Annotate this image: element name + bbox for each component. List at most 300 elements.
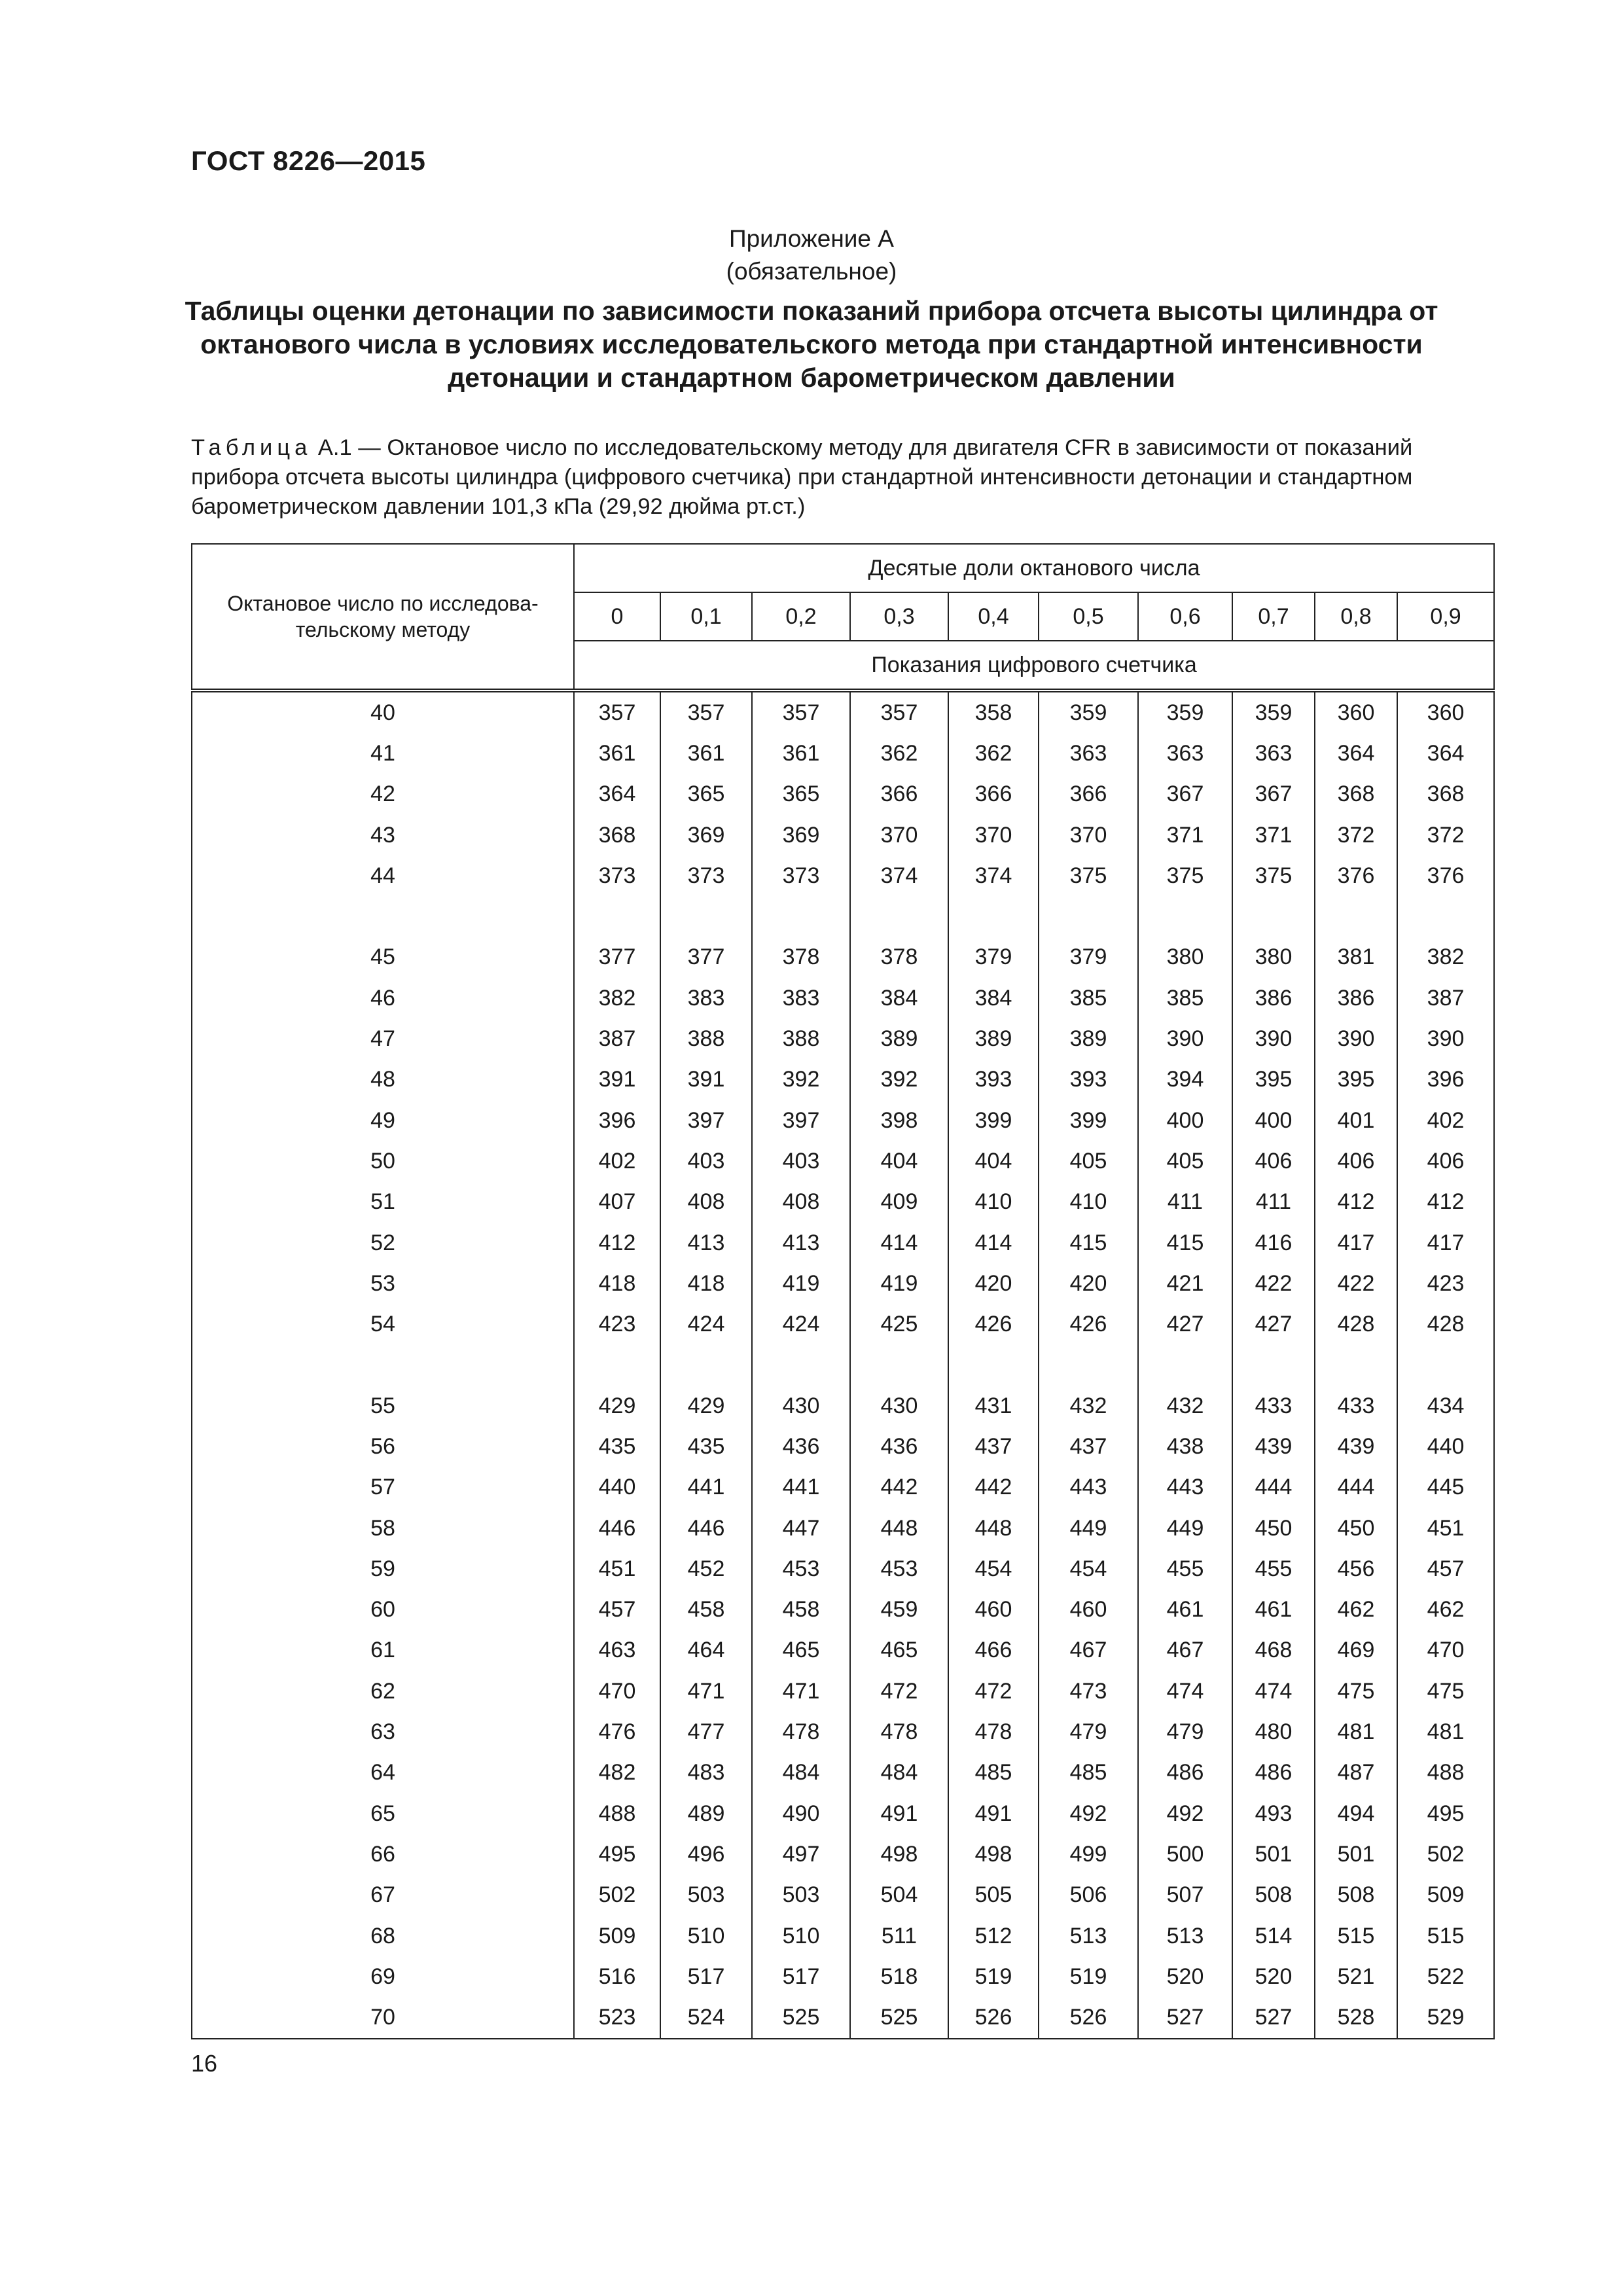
octane-number-cell: 50: [192, 1141, 574, 1181]
counter-reading-cell: 370: [948, 815, 1039, 855]
counter-reading-cell: 404: [948, 1141, 1039, 1181]
counter-reading-cell: 485: [1039, 1753, 1138, 1793]
standard-id: ГОСТ 8226—2015: [191, 145, 426, 176]
counter-reading-cell: 505: [948, 1875, 1039, 1916]
counter-reading-cell: 489: [660, 1793, 752, 1834]
row-header-line-2: тельскому методу: [295, 618, 471, 641]
counter-reading-cell: 371: [1138, 815, 1232, 855]
counter-reading-cell: 462: [1397, 1590, 1494, 1630]
counter-reading-cell: 485: [948, 1753, 1039, 1793]
octane-number-cell: 47: [192, 1018, 574, 1059]
counter-reading-cell: 403: [660, 1141, 752, 1181]
spacer-cell: [1315, 896, 1397, 937]
counter-reading-cell: 488: [574, 1793, 660, 1834]
table-row: [192, 1916, 1494, 1956]
counter-reading-cell: 436: [850, 1426, 948, 1467]
counter-reading-cell: 478: [752, 1712, 850, 1752]
spacer-cell: [1397, 1345, 1494, 1386]
counter-reading-cell: 501: [1315, 1834, 1397, 1874]
spacer-cell: [1397, 896, 1494, 937]
octane-number-cell: 53: [192, 1263, 574, 1304]
table-caption-line-2: прибора отсчета высоты цилиндра (цифрового счетчика) при стандартной интенсивности детонации и стандартном: [191, 465, 1413, 490]
counter-reading-cell: 383: [752, 978, 850, 1018]
counter-reading-cell: 366: [948, 774, 1039, 815]
counter-reading-cell: 440: [574, 1467, 660, 1508]
counter-reading-cell: 500: [1138, 1834, 1232, 1874]
counter-reading-cell: 479: [1138, 1712, 1232, 1752]
counter-reading-cell: 379: [948, 937, 1039, 978]
counter-reading-cell: 432: [1138, 1386, 1232, 1426]
counter-reading-cell: 478: [948, 1712, 1039, 1752]
octane-number-cell: 56: [192, 1426, 574, 1467]
counter-reading-cell: 488: [1397, 1753, 1494, 1793]
counter-reading-cell: 445: [1397, 1467, 1494, 1508]
counter-reading-cell: 433: [1315, 1386, 1397, 1426]
counter-reading-cell: 466: [948, 1630, 1039, 1671]
counter-reading-cell: 388: [752, 1018, 850, 1059]
counter-reading-cell: 408: [752, 1182, 850, 1223]
counter-reading-cell: 389: [1039, 1018, 1138, 1059]
counter-reading-cell: 360: [1397, 691, 1494, 733]
counter-reading-cell: 468: [1232, 1630, 1315, 1671]
counter-reading-cell: 498: [850, 1834, 948, 1874]
counter-reading-cell: 516: [574, 1956, 660, 1997]
counter-reading-cell: 523: [574, 1998, 660, 2039]
counter-reading-cell: 368: [574, 815, 660, 855]
annex-title: Приложение А: [729, 225, 894, 252]
counter-reading-cell: 414: [948, 1223, 1039, 1263]
counter-reading-cell: 527: [1138, 1998, 1232, 2039]
counter-reading-cell: 510: [752, 1916, 850, 1956]
counter-reading-cell: 446: [660, 1508, 752, 1549]
octane-number-cell: 68: [192, 1916, 574, 1956]
annex-status: (обязательное): [726, 258, 897, 285]
table-row: [192, 1671, 1494, 1712]
counter-reading-cell: 455: [1138, 1549, 1232, 1589]
counter-reading-cell: 526: [948, 1998, 1039, 2039]
column-header: 0,7: [1232, 592, 1315, 641]
counter-reading-cell: 459: [850, 1590, 948, 1630]
counter-reading-cell: 465: [752, 1630, 850, 1671]
counter-reading-cell: 386: [1315, 978, 1397, 1018]
spacer-cell: [850, 1345, 948, 1386]
octane-number-cell: 49: [192, 1100, 574, 1141]
counter-reading-cell: 439: [1315, 1426, 1397, 1467]
counter-reading-cell: 383: [660, 978, 752, 1018]
counter-reading-cell: 373: [574, 855, 660, 896]
counter-reading-cell: 433: [1232, 1386, 1315, 1426]
counter-reading-cell: 453: [752, 1549, 850, 1589]
counter-reading-cell: 371: [1232, 815, 1315, 855]
counter-reading-cell: 471: [660, 1671, 752, 1712]
counter-reading-cell: 401: [1315, 1100, 1397, 1141]
counter-reading-cell: 398: [850, 1100, 948, 1141]
table-row: [192, 978, 1494, 1018]
counter-reading-cell: 364: [1315, 733, 1397, 774]
counter-reading-cell: 492: [1138, 1793, 1232, 1834]
octane-number-cell: 69: [192, 1956, 574, 1997]
counter-reading-cell: 450: [1232, 1508, 1315, 1549]
octane-number-cell: 58: [192, 1508, 574, 1549]
octane-number-cell: 60: [192, 1590, 574, 1630]
counter-reading-cell: 364: [1397, 733, 1494, 774]
table-row: [192, 855, 1494, 896]
counter-reading-cell: 418: [660, 1263, 752, 1304]
octane-number-cell: 52: [192, 1223, 574, 1263]
counter-reading-cell: 390: [1315, 1018, 1397, 1059]
counter-reading-cell: 447: [752, 1508, 850, 1549]
counter-reading-cell: 495: [1397, 1793, 1494, 1834]
counter-reading-cell: 428: [1397, 1304, 1494, 1344]
counter-reading-cell: 498: [948, 1834, 1039, 1874]
counter-reading-cell: 357: [574, 691, 660, 733]
column-header: 0,5: [1039, 592, 1138, 641]
counter-reading-cell: 379: [1039, 937, 1138, 978]
spacer-cell: [850, 896, 948, 937]
counter-reading-cell: 391: [574, 1060, 660, 1100]
counter-reading-cell: 429: [660, 1386, 752, 1426]
counter-reading-cell: 378: [850, 937, 948, 978]
counter-reading-cell: 362: [850, 733, 948, 774]
spacer-row: [192, 896, 1494, 937]
octane-number-cell: 64: [192, 1753, 574, 1793]
counter-reading-cell: 450: [1315, 1508, 1397, 1549]
counter-reading-cell: 503: [660, 1875, 752, 1916]
document-title-line-1: Таблицы оценки детонации по зависимости показаний прибора отсчета высоты цилиндра от: [185, 296, 1438, 326]
counter-reading-cell: 375: [1232, 855, 1315, 896]
page-number: 16: [191, 2050, 218, 2077]
counter-reading-cell: 418: [574, 1263, 660, 1304]
counter-reading-cell: 453: [850, 1549, 948, 1589]
counter-reading-cell: 513: [1039, 1916, 1138, 1956]
counter-reading-cell: 442: [948, 1467, 1039, 1508]
counter-reading-cell: 393: [948, 1060, 1039, 1100]
counter-reading-cell: 432: [1039, 1386, 1138, 1426]
counter-reading-cell: 490: [752, 1793, 850, 1834]
counter-reading-cell: 462: [1315, 1590, 1397, 1630]
counter-reading-cell: 402: [574, 1141, 660, 1181]
counter-reading-cell: 374: [948, 855, 1039, 896]
counter-reading-cell: 427: [1138, 1304, 1232, 1344]
counter-reading-cell: 437: [1039, 1426, 1138, 1467]
counter-reading-cell: 472: [948, 1671, 1039, 1712]
octane-number-cell: 59: [192, 1549, 574, 1589]
column-header: 0,9: [1397, 592, 1494, 641]
octane-number-cell: 63: [192, 1712, 574, 1752]
column-header: 0,1: [660, 592, 752, 641]
counter-reading-cell: 392: [752, 1060, 850, 1100]
counter-reading-cell: 426: [948, 1304, 1039, 1344]
counter-reading-cell: 411: [1232, 1182, 1315, 1223]
spacer-cell: [1315, 1345, 1397, 1386]
counter-reading-cell: 394: [1138, 1060, 1232, 1100]
counter-reading-cell: 474: [1138, 1671, 1232, 1712]
annex-heading: [0, 223, 1623, 288]
counter-reading-cell: 385: [1039, 978, 1138, 1018]
counter-reading-cell: 469: [1315, 1630, 1397, 1671]
counter-reading-cell: 373: [752, 855, 850, 896]
table-row: [192, 1793, 1494, 1834]
octane-number-cell: 66: [192, 1834, 574, 1874]
counter-reading-cell: 384: [948, 978, 1039, 1018]
octane-number-cell: 70: [192, 1998, 574, 2039]
counter-reading-cell: 448: [948, 1508, 1039, 1549]
spacer-cell: [660, 896, 752, 937]
counter-reading-cell: 452: [660, 1549, 752, 1589]
table-caption-line-1: А.1 — Октановое число по исследовательскому методу для двигателя CFR в зависимости от показаний: [312, 435, 1413, 460]
counter-reading-cell: 526: [1039, 1998, 1138, 2039]
column-header: 0,3: [850, 592, 948, 641]
counter-reading-cell: 512: [948, 1916, 1039, 1956]
counter-reading-cell: 405: [1039, 1141, 1138, 1181]
counter-reading-cell: 437: [948, 1426, 1039, 1467]
counter-reading-cell: 525: [752, 1998, 850, 2039]
counter-reading-cell: 521: [1315, 1956, 1397, 1997]
counter-reading-cell: 517: [752, 1956, 850, 1997]
counter-reading-cell: 519: [1039, 1956, 1138, 1997]
counter-reading-cell: 443: [1039, 1467, 1138, 1508]
table-row: [192, 691, 1494, 733]
table-row: [192, 815, 1494, 855]
table-caption-lead: Таблица: [191, 435, 312, 460]
counter-reading-cell: 482: [574, 1753, 660, 1793]
octane-number-cell: 54: [192, 1304, 574, 1344]
counter-reading-cell: 365: [660, 774, 752, 815]
counter-reading-cell: 372: [1315, 815, 1397, 855]
counter-reading-cell: 411: [1138, 1182, 1232, 1223]
table-row: [192, 1304, 1494, 1344]
counter-reading-cell: 439: [1232, 1426, 1315, 1467]
counter-reading-cell: 381: [1315, 937, 1397, 978]
counter-reading-cell: 460: [948, 1590, 1039, 1630]
counter-reading-cell: 492: [1039, 1793, 1138, 1834]
counter-reading-cell: 510: [660, 1916, 752, 1956]
counter-reading-cell: 386: [1232, 978, 1315, 1018]
counter-reading-cell: 461: [1138, 1590, 1232, 1630]
counter-reading-cell: 508: [1232, 1875, 1315, 1916]
spacer-row: [192, 1345, 1494, 1386]
counter-reading-cell: 372: [1397, 815, 1494, 855]
counter-reading-cell: 478: [850, 1712, 948, 1752]
counter-reading-cell: 390: [1397, 1018, 1494, 1059]
spacer-cell: [1232, 896, 1315, 937]
counter-reading-cell: 364: [574, 774, 660, 815]
counter-reading-cell: 382: [574, 978, 660, 1018]
counter-reading-cell: 451: [574, 1549, 660, 1589]
counter-reading-cell: 397: [660, 1100, 752, 1141]
counter-reading-cell: 357: [752, 691, 850, 733]
counter-reading-cell: 483: [660, 1753, 752, 1793]
table-row: [192, 733, 1494, 774]
counter-reading-cell: 400: [1232, 1100, 1315, 1141]
counter-reading-cell: 446: [574, 1508, 660, 1549]
counter-reading-cell: 434: [1397, 1386, 1494, 1426]
counter-reading-cell: 410: [948, 1182, 1039, 1223]
counter-reading-cell: 412: [1315, 1182, 1397, 1223]
counter-reading-cell: 367: [1232, 774, 1315, 815]
counter-reading-cell: 387: [574, 1018, 660, 1059]
row-header: [192, 544, 574, 691]
table-row: [192, 1182, 1494, 1223]
counter-reading-cell: 376: [1397, 855, 1494, 896]
octane-number-cell: 45: [192, 937, 574, 978]
octane-number-cell: 67: [192, 1875, 574, 1916]
spacer-cell: [752, 896, 850, 937]
counter-reading-cell: 377: [660, 937, 752, 978]
counter-reading-cell: 385: [1138, 978, 1232, 1018]
counter-reading-cell: 369: [752, 815, 850, 855]
counter-reading-cell: 377: [574, 937, 660, 978]
counter-reading-cell: 357: [660, 691, 752, 733]
counter-reading-cell: 481: [1315, 1712, 1397, 1752]
counter-reading-cell: 518: [850, 1956, 948, 1997]
spacer-cell: [660, 1345, 752, 1386]
counter-reading-cell: 476: [574, 1712, 660, 1752]
counter-reading-cell: 454: [1039, 1549, 1138, 1589]
counter-reading-cell: 461: [1232, 1590, 1315, 1630]
counter-reading-cell: 374: [850, 855, 948, 896]
counter-reading-cell: 491: [948, 1793, 1039, 1834]
counter-reading-cell: 410: [1039, 1182, 1138, 1223]
counter-reading-cell: 359: [1138, 691, 1232, 733]
counter-reading-cell: 426: [1039, 1304, 1138, 1344]
counter-reading-cell: 404: [850, 1141, 948, 1181]
table-row: [192, 1467, 1494, 1508]
counter-reading-cell: 486: [1138, 1753, 1232, 1793]
counter-reading-cell: 361: [660, 733, 752, 774]
counter-reading-cell: 406: [1315, 1141, 1397, 1181]
spacer-cell: [1138, 896, 1232, 937]
table-row: [192, 1426, 1494, 1467]
octane-number-cell: 40: [192, 691, 574, 733]
counter-reading-cell: 430: [752, 1386, 850, 1426]
counter-reading-cell: 504: [850, 1875, 948, 1916]
counter-reading-cell: 409: [850, 1182, 948, 1223]
table-caption: [191, 433, 1500, 522]
spacer-cell: [574, 1345, 660, 1386]
counter-reading-cell: 413: [660, 1223, 752, 1263]
counter-reading-cell: 417: [1315, 1223, 1397, 1263]
counter-reading-cell: 368: [1397, 774, 1494, 815]
counter-reading-cell: 449: [1039, 1508, 1138, 1549]
counter-reading-cell: 481: [1397, 1712, 1494, 1752]
counter-reading-cell: 412: [574, 1223, 660, 1263]
counter-reading-cell: 368: [1315, 774, 1397, 815]
counter-reading-cell: 359: [1232, 691, 1315, 733]
spacer-cell: [192, 896, 574, 937]
counter-reading-cell: 436: [752, 1426, 850, 1467]
counter-reading-cell: 431: [948, 1386, 1039, 1426]
octane-number-cell: 46: [192, 978, 574, 1018]
counter-reading-cell: 419: [752, 1263, 850, 1304]
counter-reading-cell: 424: [660, 1304, 752, 1344]
counter-reading-cell: 473: [1039, 1671, 1138, 1712]
counter-reading-cell: 509: [1397, 1875, 1494, 1916]
counter-reading-cell: 467: [1138, 1630, 1232, 1671]
counter-reading-cell: 456: [1315, 1549, 1397, 1589]
counter-reading-cell: 467: [1039, 1630, 1138, 1671]
counter-reading-cell: 428: [1315, 1304, 1397, 1344]
counter-reading-cell: 384: [850, 978, 948, 1018]
counter-reading-cell: 484: [850, 1753, 948, 1793]
counter-reading-cell: 395: [1315, 1060, 1397, 1100]
counter-reading-cell: 420: [1039, 1263, 1138, 1304]
table-row: [192, 1630, 1494, 1671]
counter-reading-cell: 420: [948, 1263, 1039, 1304]
counter-reading-cell: 511: [850, 1916, 948, 1956]
counter-reading-cell: 421: [1138, 1263, 1232, 1304]
counter-reading-cell: 413: [752, 1223, 850, 1263]
counter-reading-cell: 423: [574, 1304, 660, 1344]
counter-reading-cell: 427: [1232, 1304, 1315, 1344]
counter-reading-cell: 442: [850, 1467, 948, 1508]
octane-number-cell: 65: [192, 1793, 574, 1834]
counter-reading-cell: 451: [1397, 1508, 1494, 1549]
counter-reading-cell: 414: [850, 1223, 948, 1263]
group-header: Десятые доли октанового числа: [574, 544, 1494, 592]
counter-reading-cell: 425: [850, 1304, 948, 1344]
table-row: [192, 1998, 1494, 2039]
counter-reading-cell: 357: [850, 691, 948, 733]
counter-reading-cell: 455: [1232, 1549, 1315, 1589]
counter-reading-cell: 519: [948, 1956, 1039, 1997]
counter-reading-cell: 389: [850, 1018, 948, 1059]
counter-reading-cell: 395: [1232, 1060, 1315, 1100]
column-header: 0: [574, 592, 660, 641]
sub-header: Показания цифрового счетчика: [574, 641, 1494, 691]
counter-reading-cell: 415: [1039, 1223, 1138, 1263]
table-row: [192, 774, 1494, 815]
document-title: [170, 295, 1453, 395]
counter-reading-cell: 415: [1138, 1223, 1232, 1263]
counter-reading-cell: 514: [1232, 1916, 1315, 1956]
table-row: [192, 1753, 1494, 1793]
counter-reading-cell: 407: [574, 1182, 660, 1223]
table-row: [192, 1060, 1494, 1100]
table-row: [192, 1100, 1494, 1141]
counter-reading-cell: 448: [850, 1508, 948, 1549]
counter-reading-cell: 397: [752, 1100, 850, 1141]
counter-reading-cell: 402: [1397, 1100, 1494, 1141]
counter-reading-cell: 479: [1039, 1712, 1138, 1752]
counter-reading-cell: 435: [660, 1426, 752, 1467]
counter-reading-cell: 464: [660, 1630, 752, 1671]
octane-number-cell: 41: [192, 733, 574, 774]
counter-reading-cell: 444: [1232, 1467, 1315, 1508]
column-header: 0,4: [948, 592, 1039, 641]
spacer-cell: [192, 1345, 574, 1386]
spacer-cell: [1039, 896, 1138, 937]
row-header-line-1: Октановое число по исследова-: [227, 592, 539, 615]
counter-reading-cell: 471: [752, 1671, 850, 1712]
counter-reading-cell: 494: [1315, 1793, 1397, 1834]
spacer-cell: [948, 896, 1039, 937]
counter-reading-cell: 375: [1138, 855, 1232, 896]
table-row: [192, 1141, 1494, 1181]
counter-reading-cell: 363: [1138, 733, 1232, 774]
counter-reading-cell: 441: [752, 1467, 850, 1508]
counter-reading-cell: 396: [574, 1100, 660, 1141]
counter-reading-cell: 475: [1315, 1671, 1397, 1712]
counter-reading-cell: 520: [1138, 1956, 1232, 1997]
counter-reading-cell: 522: [1397, 1956, 1494, 1997]
counter-reading-cell: 370: [1039, 815, 1138, 855]
counter-reading-cell: 528: [1315, 1998, 1397, 2039]
counter-reading-cell: 373: [660, 855, 752, 896]
counter-reading-cell: 470: [574, 1671, 660, 1712]
counter-reading-cell: 502: [1397, 1834, 1494, 1874]
counter-reading-cell: 380: [1232, 937, 1315, 978]
